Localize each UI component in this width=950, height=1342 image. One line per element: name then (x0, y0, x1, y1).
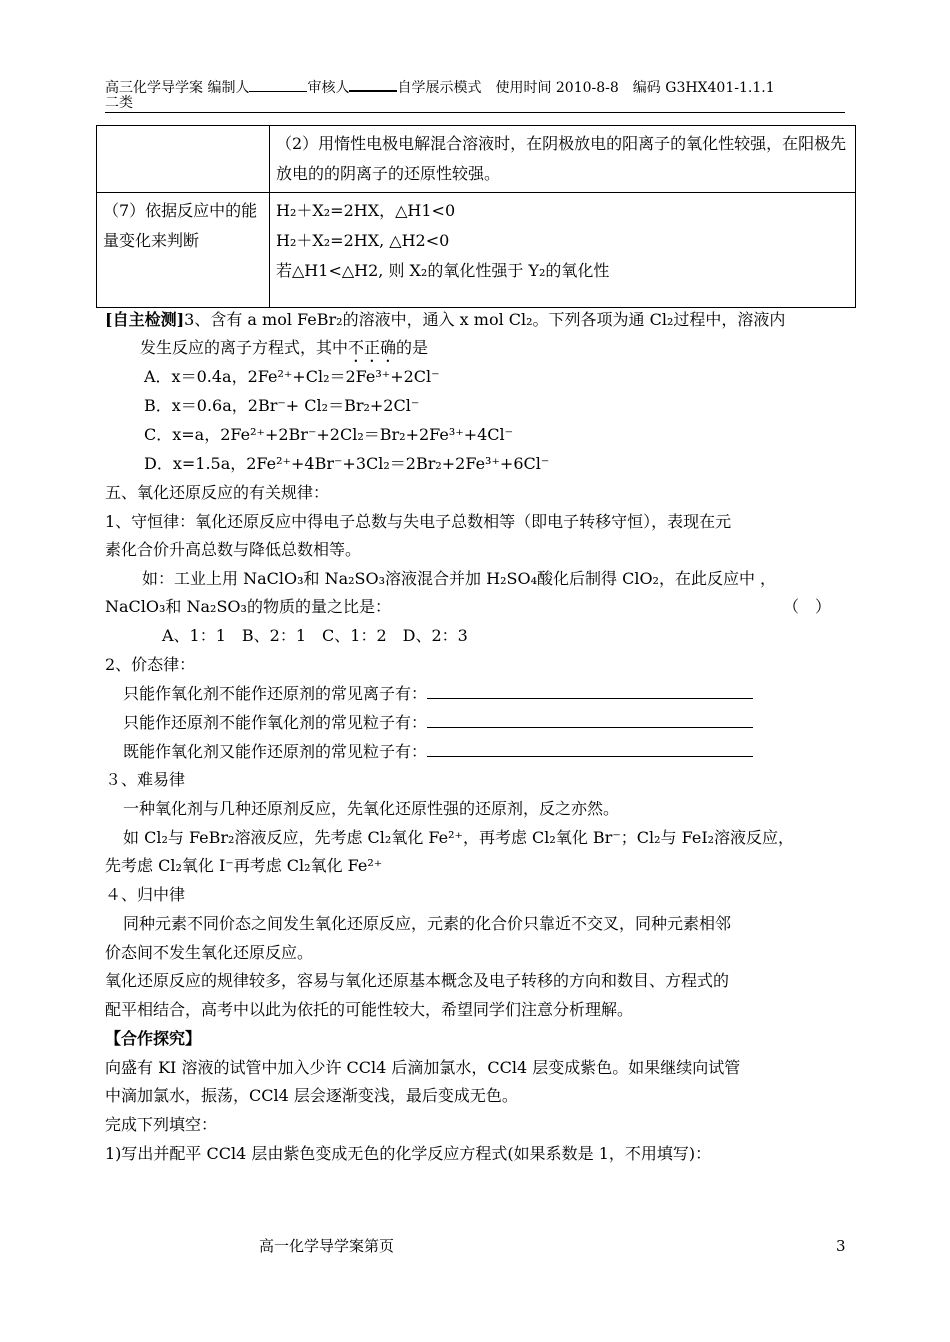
answer-paren: （ ） (783, 597, 832, 616)
example-options: A、1：1 B、2：1 C、1：2 D、2：3 (162, 626, 468, 645)
example-line-1: 如：工业上用 NaClO₃和 Na₂SO₃溶液混合并加 H₂SO₄酸化后制得 ClO₂，在此反应中 ， (142, 569, 777, 588)
table-cell-energy-content (270, 193, 856, 308)
header-meta: 自学展示模式 使用时间 2010-8-8 编码 G3HX401-1.1.1 (397, 80, 775, 96)
answer-blank-1[interactable] (427, 684, 753, 699)
page-header (105, 78, 845, 111)
judgement-table (96, 125, 856, 308)
question-3-text-3: 的是 (396, 338, 429, 357)
answer-blank-2[interactable] (427, 713, 753, 728)
table-cell-electrolysis: （2）用惰性电极电解混合溶液时，在阴极放电的阳离子的氧化性较强，在阳极先放电的的阴离子的还原性较强。 (270, 126, 856, 193)
table-row (97, 126, 856, 193)
coop-line-4: 1)写出并配平 CCl4 层由紫色变成无色的化学反应方程式(如果系数是 1，不用填写)： (105, 1144, 712, 1163)
option-d: D．x=1.5a，2Fe²⁺+4Br⁻+3Cl₂＝2Br₂+2Fe³⁺+6Cl⁻ (144, 454, 550, 473)
rule-1-line-2: 素化合价升高总数与降低总数相等。 (105, 540, 362, 559)
rule-2-line-2-label: 只能作还原剂不能作氧化剂的常见粒子有： (123, 713, 428, 732)
rule-4-title: ４、归中律 (105, 885, 186, 904)
coop-line-3: 完成下列填空： (105, 1115, 218, 1134)
summary-line-2: 配平相结合，高考中以此为依托的可能性较大，希望同学们注意分析理解。 (105, 1000, 634, 1019)
rule-2-title: 2、价态律： (105, 655, 196, 674)
summary-line-1: 氧化还原反应的规律较多，容易与氧化还原基本概念及电子转移的方向和数目、方程式的 (105, 971, 730, 990)
rule-3-title: ３、难易律 (105, 770, 186, 789)
rule-3-line-1: 一种氧化剂与几种还原剂反应，先氧化还原性强的还原剂，反之亦然。 (123, 799, 620, 818)
energy-line-1: H₂＋X₂=2HX，△H1<0 (276, 201, 456, 220)
question-3-stem-cont (140, 338, 428, 366)
reviewer-blank (349, 78, 397, 92)
rule-4-line-2: 价态间不发生氧化还原反应。 (105, 943, 314, 962)
rule-4-line-1: 同种元素不同价态之间发生氧化还原反应，元素的化合价只靠近不交叉，同种元素相邻 (123, 914, 732, 933)
header-rule (105, 112, 845, 113)
rule-2-line-2 (123, 713, 753, 733)
emphasized-not-correct: 不正确 (348, 338, 397, 357)
question-3-stem (105, 310, 785, 330)
rule-2-line-1-label: 只能作氧化剂不能作还原剂的常见离子有： (123, 684, 428, 703)
coop-title: 【合作探究】 (105, 1029, 202, 1048)
coop-line-2: 中滴加氯水，振荡，CCl4 层会逐渐变浅，最后变成无色。 (105, 1086, 518, 1105)
rule-1-line-1: 1、守恒律：氧化还原反应中得电子总数与失电子总数相等（即电子转移守恒），表现在元 (105, 512, 732, 531)
option-b: B．x＝0.6a，2Br⁻+ Cl₂＝Br₂+2Cl⁻ (144, 396, 420, 415)
answer-blank-3[interactable] (427, 742, 753, 757)
footer-title: 高一化学导学案第页 (259, 1237, 395, 1255)
page-number: 3 (836, 1237, 846, 1255)
table-cell-empty (97, 126, 270, 193)
rule-3-line-3: 先考虑 Cl₂氧化 I⁻再考虑 Cl₂氧化 Fe²⁺ (105, 856, 383, 875)
header-line-1 (105, 78, 845, 96)
header-title: 高三化学导学案 编制人 (105, 80, 250, 96)
header-reviewer: 审核人 (307, 80, 350, 96)
rule-2-line-3 (123, 742, 753, 762)
rule-2-line-3-label: 既能作氧化剂又能作还原剂的常见粒子有： (123, 742, 428, 761)
rule-2-line-1 (123, 684, 753, 704)
energy-line-2: H₂＋X₂=2HX, △H2<0 (276, 231, 450, 250)
table-row (97, 193, 856, 308)
option-c: C．x=a，2Fe²⁺+2Br⁻+2Cl₂＝Br₂+2Fe³⁺+4Cl⁻ (144, 425, 514, 444)
option-a: A．x＝0.4a，2Fe²⁺+Cl₂＝2Fe³⁺+2Cl⁻ (144, 367, 440, 386)
section-5-title: 五、氧化还原反应的有关规律： (105, 483, 330, 502)
self-check-tag: [自主检测] (105, 310, 185, 329)
table-cell-energy-method: （7）依据反应中的能量变化来判断 (97, 193, 270, 308)
energy-line-3: 若△H1<△H2, 则 X₂的氧化性强于 Y₂的氧化性 (276, 261, 610, 280)
editor-blank (249, 79, 307, 92)
question-3-text: 3、含有 a mol FeBr₂的溶液中，通入 x mol Cl₂。下列各项为通 Cl₂过程中，溶液内 (184, 310, 786, 329)
header-line-2: 二类 (105, 95, 133, 111)
question-3-text-2: 发生反应的离子方程式，其中 (140, 338, 349, 357)
example-line-2: NaClO₃和 Na₂SO₃的物质的量之比是： (105, 597, 391, 616)
rule-3-line-2: 如 Cl₂与 FeBr₂溶液反应，先考虑 Cl₂氧化 Fe²⁺，再考虑 Cl₂氧化 Br⁻；Cl₂与 FeI₂溶液反应， (123, 828, 795, 847)
coop-line-1: 向盛有 KI 溶液的试管中加入少许 CCl4 后滴加氯水，CCl4 层变成紫色。如果继续向试管 (105, 1058, 741, 1077)
